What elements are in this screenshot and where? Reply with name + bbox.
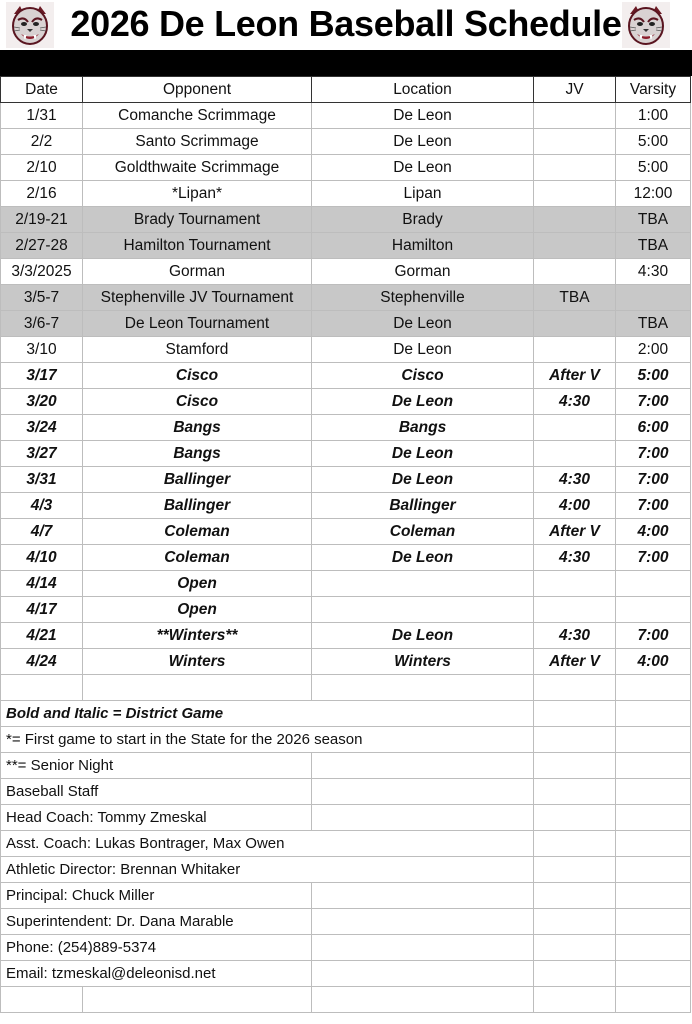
cell-varsity xyxy=(616,597,691,623)
cell-varsity: 12:00 xyxy=(616,181,691,207)
empty-cell xyxy=(616,753,691,779)
cell-jv: 4:30 xyxy=(534,467,616,493)
cell-opponent: Gorman xyxy=(83,259,312,285)
cell-location: De Leon xyxy=(312,467,534,493)
cell-opponent: Open xyxy=(83,571,312,597)
cell-location xyxy=(312,571,534,597)
cell-varsity: 5:00 xyxy=(616,155,691,181)
note-text: **= Senior Night xyxy=(1,753,312,779)
empty-cell xyxy=(616,883,691,909)
cell-jv: 4:30 xyxy=(534,389,616,415)
cell-location: De Leon xyxy=(312,389,534,415)
empty-cell xyxy=(616,961,691,987)
cell-opponent: Hamilton Tournament xyxy=(83,233,312,259)
note-text: Bold and Italic = District Game xyxy=(1,701,534,727)
cell-opponent: Ballinger xyxy=(83,467,312,493)
cell-opponent: Open xyxy=(83,597,312,623)
blank-row xyxy=(1,987,691,1013)
empty-cell xyxy=(534,961,616,987)
cell-location: De Leon xyxy=(312,103,534,129)
empty-cell xyxy=(616,675,691,701)
cell-date: 3/24 xyxy=(1,415,83,441)
empty-cell xyxy=(312,961,534,987)
cell-jv xyxy=(534,259,616,285)
note-row xyxy=(1,961,691,987)
schedule-table xyxy=(0,76,691,1013)
cell-opponent: *Lipan* xyxy=(83,181,312,207)
cell-date: 3/31 xyxy=(1,467,83,493)
empty-cell xyxy=(534,883,616,909)
column-header: Location xyxy=(312,77,534,103)
cell-location: Gorman xyxy=(312,259,534,285)
empty-cell xyxy=(616,805,691,831)
cell-location: Bangs xyxy=(312,415,534,441)
empty-cell xyxy=(312,883,534,909)
cell-opponent: Coleman xyxy=(83,519,312,545)
cell-location: De Leon xyxy=(312,129,534,155)
cell-date: 3/10 xyxy=(1,337,83,363)
cell-varsity: 6:00 xyxy=(616,415,691,441)
note-text: Superintendent: Dr. Dana Marable xyxy=(1,909,312,935)
cell-date: 3/20 xyxy=(1,389,83,415)
cell-jv xyxy=(534,571,616,597)
table-header-row xyxy=(1,77,691,103)
note-row xyxy=(1,753,691,779)
note-row xyxy=(1,935,691,961)
cell-varsity xyxy=(616,571,691,597)
cell-varsity: TBA xyxy=(616,207,691,233)
cell-varsity: 2:00 xyxy=(616,337,691,363)
note-row xyxy=(1,831,691,857)
column-header: JV xyxy=(534,77,616,103)
cell-jv: After V xyxy=(534,363,616,389)
cell-varsity: 7:00 xyxy=(616,467,691,493)
cell-jv xyxy=(534,129,616,155)
cell-jv: 4:00 xyxy=(534,493,616,519)
cell-location: De Leon xyxy=(312,155,534,181)
cell-opponent: Stephenville JV Tournament xyxy=(83,285,312,311)
header-bar xyxy=(0,50,692,76)
note-text: Principal: Chuck Miller xyxy=(1,883,312,909)
note-text: Email: tzmeskal@deleonisd.net xyxy=(1,961,312,987)
cell-date: 3/27 xyxy=(1,441,83,467)
cell-jv xyxy=(534,597,616,623)
column-header: Date xyxy=(1,77,83,103)
cell-opponent: Santo Scrimmage xyxy=(83,129,312,155)
page-title: 2026 De Leon Baseball Schedule xyxy=(70,3,622,44)
cell-opponent: Cisco xyxy=(83,389,312,415)
empty-cell xyxy=(534,805,616,831)
blank-row xyxy=(1,675,691,701)
cell-opponent: Coleman xyxy=(83,545,312,571)
cell-location: De Leon xyxy=(312,623,534,649)
empty-cell xyxy=(312,753,534,779)
cell-location: Winters xyxy=(312,649,534,675)
cell-date: 2/10 xyxy=(1,155,83,181)
bearkat-mascot-icon xyxy=(622,2,670,48)
table-row xyxy=(1,493,691,519)
cell-varsity: 7:00 xyxy=(616,441,691,467)
column-header: Opponent xyxy=(83,77,312,103)
cell-date: 4/7 xyxy=(1,519,83,545)
note-text: Head Coach: Tommy Zmeskal xyxy=(1,805,312,831)
cell-jv: 4:30 xyxy=(534,623,616,649)
table-row xyxy=(1,519,691,545)
cell-location: Brady xyxy=(312,207,534,233)
cell-opponent: Comanche Scrimmage xyxy=(83,103,312,129)
cell-date: 3/6-7 xyxy=(1,311,83,337)
note-row xyxy=(1,857,691,883)
cell-location: Cisco xyxy=(312,363,534,389)
cell-opponent: Winters xyxy=(83,649,312,675)
cell-location: De Leon xyxy=(312,337,534,363)
note-row xyxy=(1,727,691,753)
table-row xyxy=(1,545,691,571)
empty-cell xyxy=(616,779,691,805)
cell-date: 1/31 xyxy=(1,103,83,129)
empty-cell xyxy=(616,857,691,883)
cell-location xyxy=(312,597,534,623)
empty-cell xyxy=(534,701,616,727)
cell-varsity: 4:00 xyxy=(616,649,691,675)
table-row xyxy=(1,155,691,181)
cell-jv xyxy=(534,233,616,259)
empty-cell xyxy=(312,779,534,805)
note-row xyxy=(1,909,691,935)
table-row xyxy=(1,311,691,337)
cell-jv xyxy=(534,337,616,363)
table-row xyxy=(1,571,691,597)
table-row xyxy=(1,285,691,311)
cell-opponent: Brady Tournament xyxy=(83,207,312,233)
cell-date: 4/10 xyxy=(1,545,83,571)
title-header xyxy=(0,0,692,50)
cell-varsity: 7:00 xyxy=(616,389,691,415)
cell-varsity: 7:00 xyxy=(616,623,691,649)
empty-cell xyxy=(534,987,616,1013)
empty-cell xyxy=(312,987,534,1013)
cell-opponent: Ballinger xyxy=(83,493,312,519)
table-row xyxy=(1,389,691,415)
table-row xyxy=(1,181,691,207)
cell-opponent: Goldthwaite Scrimmage xyxy=(83,155,312,181)
note-text: Athletic Director: Brennan Whitaker xyxy=(1,857,534,883)
empty-cell xyxy=(312,909,534,935)
cell-varsity: 7:00 xyxy=(616,493,691,519)
cell-location: De Leon xyxy=(312,441,534,467)
empty-cell xyxy=(534,675,616,701)
empty-cell xyxy=(312,935,534,961)
note-row xyxy=(1,883,691,909)
cell-location: Hamilton xyxy=(312,233,534,259)
cell-opponent: **Winters** xyxy=(83,623,312,649)
empty-cell xyxy=(1,675,83,701)
table-row xyxy=(1,597,691,623)
cell-varsity: 5:00 xyxy=(616,363,691,389)
note-row xyxy=(1,701,691,727)
cell-varsity: TBA xyxy=(616,233,691,259)
cell-varsity xyxy=(616,285,691,311)
cell-opponent: Cisco xyxy=(83,363,312,389)
cell-varsity: 7:00 xyxy=(616,545,691,571)
empty-cell xyxy=(616,727,691,753)
table-row xyxy=(1,649,691,675)
cell-date: 2/19-21 xyxy=(1,207,83,233)
empty-cell xyxy=(534,831,616,857)
table-row xyxy=(1,441,691,467)
cell-jv xyxy=(534,311,616,337)
empty-cell xyxy=(616,831,691,857)
cell-date: 4/21 xyxy=(1,623,83,649)
empty-cell xyxy=(616,701,691,727)
cell-location: Coleman xyxy=(312,519,534,545)
cell-jv xyxy=(534,207,616,233)
table-row xyxy=(1,207,691,233)
cell-date: 2/27-28 xyxy=(1,233,83,259)
cell-date: 4/3 xyxy=(1,493,83,519)
table-row xyxy=(1,623,691,649)
cell-date: 3/3/2025 xyxy=(1,259,83,285)
table-row xyxy=(1,103,691,129)
note-text: *= First game to start in the State for the 2026 season xyxy=(1,727,534,753)
cell-jv: 4:30 xyxy=(534,545,616,571)
cell-location: Stephenville xyxy=(312,285,534,311)
empty-cell xyxy=(534,753,616,779)
table-row xyxy=(1,129,691,155)
table-row xyxy=(1,233,691,259)
table-row xyxy=(1,337,691,363)
empty-cell xyxy=(83,675,312,701)
cell-date: 2/2 xyxy=(1,129,83,155)
note-row xyxy=(1,779,691,805)
cell-jv xyxy=(534,103,616,129)
cell-jv xyxy=(534,415,616,441)
empty-cell xyxy=(616,987,691,1013)
empty-cell xyxy=(534,909,616,935)
cell-jv xyxy=(534,441,616,467)
bearkat-mascot-icon xyxy=(6,2,54,48)
cell-location: De Leon xyxy=(312,545,534,571)
cell-date: 2/16 xyxy=(1,181,83,207)
cell-location: Ballinger xyxy=(312,493,534,519)
note-text: Baseball Staff xyxy=(1,779,312,805)
table-row xyxy=(1,415,691,441)
empty-cell xyxy=(534,727,616,753)
cell-opponent: Stamford xyxy=(83,337,312,363)
table-row xyxy=(1,467,691,493)
cell-date: 4/24 xyxy=(1,649,83,675)
table-row xyxy=(1,363,691,389)
empty-cell xyxy=(534,935,616,961)
cell-location: Lipan xyxy=(312,181,534,207)
cell-opponent: Bangs xyxy=(83,415,312,441)
empty-cell xyxy=(312,675,534,701)
cell-varsity: 5:00 xyxy=(616,129,691,155)
cell-varsity: 4:30 xyxy=(616,259,691,285)
note-text: Asst. Coach: Lukas Bontrager, Max Owen xyxy=(1,831,534,857)
cell-jv: TBA xyxy=(534,285,616,311)
cell-date: 4/14 xyxy=(1,571,83,597)
cell-varsity: 4:00 xyxy=(616,519,691,545)
cell-location: De Leon xyxy=(312,311,534,337)
cell-jv xyxy=(534,181,616,207)
cell-date: 4/17 xyxy=(1,597,83,623)
note-row xyxy=(1,805,691,831)
empty-cell xyxy=(534,779,616,805)
table-row xyxy=(1,259,691,285)
empty-cell xyxy=(616,909,691,935)
empty-cell xyxy=(616,935,691,961)
cell-varsity: TBA xyxy=(616,311,691,337)
cell-jv: After V xyxy=(534,649,616,675)
cell-jv xyxy=(534,155,616,181)
cell-date: 3/5-7 xyxy=(1,285,83,311)
cell-jv: After V xyxy=(534,519,616,545)
empty-cell xyxy=(312,805,534,831)
note-text: Phone: (254)889-5374 xyxy=(1,935,312,961)
empty-cell xyxy=(1,987,83,1013)
column-header: Varsity xyxy=(616,77,691,103)
empty-cell xyxy=(534,857,616,883)
cell-varsity: 1:00 xyxy=(616,103,691,129)
cell-date: 3/17 xyxy=(1,363,83,389)
cell-opponent: De Leon Tournament xyxy=(83,311,312,337)
empty-cell xyxy=(83,987,312,1013)
cell-opponent: Bangs xyxy=(83,441,312,467)
